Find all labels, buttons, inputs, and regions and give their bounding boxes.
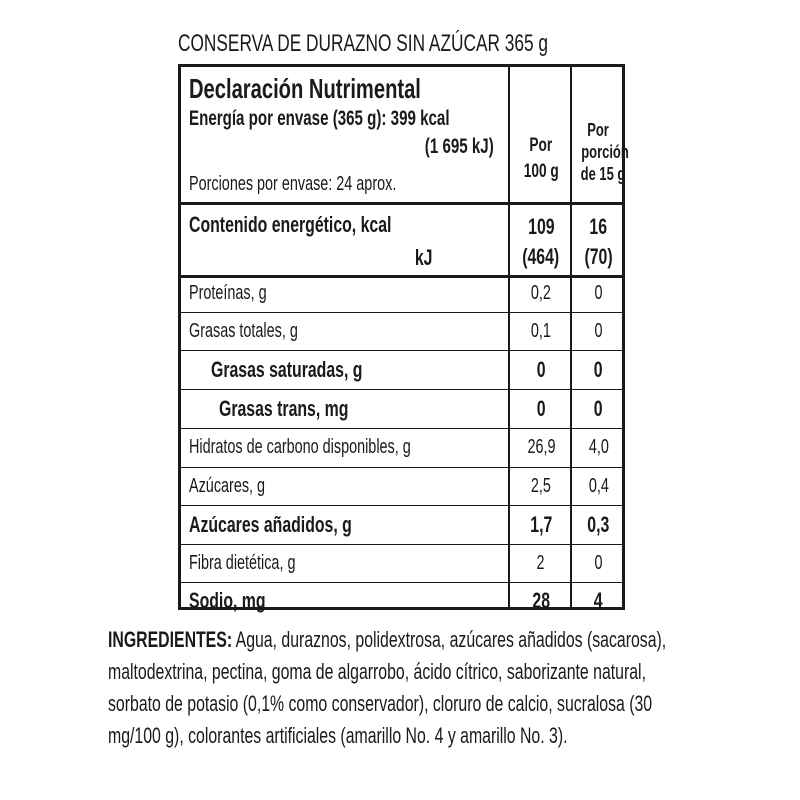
ingredients-text: mg/100 g), colorantes artificiales (amarillo No. 4 y amarillo No. 3). — [108, 723, 568, 748]
column-header-per-100g: Por 100 g — [523, 135, 559, 182]
nutrient-label-proteins: Proteínas, g — [189, 282, 267, 304]
nutrient-value-per-portion-carbohydrates: 4,0 — [588, 436, 609, 458]
nutrient-label-carbohydrates: Hidratos de carbono disponibles, g — [189, 436, 411, 458]
nutrient-value-per-100g-carbohydrates: 26,9 — [526, 436, 556, 458]
nutrient-label-fiber: Fibra dietética, g — [189, 552, 296, 574]
nutrient-value-per-portion-sodium: 4 — [594, 588, 603, 613]
energy-value-per-portion: 16 (70) — [584, 214, 613, 269]
product-title: CONSERVA DE DURAZNO SIN AZÚCAR 365 g — [178, 30, 549, 57]
ingredients-text: Agua, duraznos, polidextrosa, azúcares añadidos (sacarosa), — [232, 627, 667, 652]
nutrient-value-per-100g-total-fat: 0,1 — [530, 320, 552, 342]
energy-per-package-kj: (1 695 kJ) — [425, 135, 494, 158]
ingredients-text: maltodextrina, pectina, goma de algarrobo, ácido cítrico, saborizante natural, — [108, 659, 646, 684]
nutrient-label-added-sugars: Azúcares añadidos, g — [189, 512, 352, 537]
nutrient-label-trans-fat: Grasas trans, mg — [219, 396, 349, 421]
ingredients-text: sorbato de potasio (0,1% como conservador), cloruro de calcio, sucralosa (30 — [108, 691, 653, 716]
nutrient-label-saturated-fat: Grasas saturadas, g — [211, 357, 363, 382]
energy-label: Contenido energético, kcal — [189, 212, 392, 237]
nutrient-value-per-100g-sugars: 2,5 — [530, 475, 552, 497]
ingredients-heading: INGREDIENTES: — [108, 627, 233, 652]
nutrient-value-per-portion-added-sugars: 0,3 — [587, 512, 610, 537]
energy-value-per-100g: 109 (464) — [522, 214, 560, 269]
nutrient-label-total-fat: Grasas totales, g — [189, 320, 298, 342]
nutrient-value-per-100g-fiber: 2 — [536, 552, 546, 574]
nutrient-value-per-100g-proteins: 0,2 — [530, 282, 552, 304]
nutrient-label-sodium: Sodio, mg — [189, 588, 266, 613]
portions-per-package: Porciones por envase: 24 aprox. — [189, 173, 397, 195]
ingredients-section — [108, 624, 698, 752]
nutrient-value-per-100g-sodium: 28 — [532, 588, 550, 613]
nutrient-label-sugars: Azúcares, g — [189, 475, 266, 497]
nutrient-value-per-100g-trans-fat: 0 — [536, 396, 546, 421]
energy-kj-label: kJ — [414, 245, 432, 270]
row-divider — [181, 202, 622, 205]
column-header-per-portion: Por porción de 15 g — [580, 120, 629, 184]
nutrient-value-per-100g-saturated-fat: 0 — [536, 357, 546, 382]
nutrient-value-per-100g-added-sugars: 1,7 — [529, 512, 553, 537]
table-title: Declaración Nutrimental — [189, 73, 421, 104]
nutrient-value-per-portion-total-fat: 0 — [594, 320, 603, 342]
nutrition-facts-table — [178, 64, 629, 613]
nutrient-value-per-portion-proteins: 0 — [594, 282, 603, 304]
energy-per-package: Energía por envase (365 g): 399 kcal — [189, 107, 450, 130]
nutrient-value-per-portion-sugars: 0,4 — [588, 475, 609, 497]
nutrient-value-per-portion-trans-fat: 0 — [594, 396, 603, 421]
nutrient-value-per-portion-saturated-fat: 0 — [594, 357, 603, 382]
nutrient-value-per-portion-fiber: 0 — [594, 552, 603, 574]
